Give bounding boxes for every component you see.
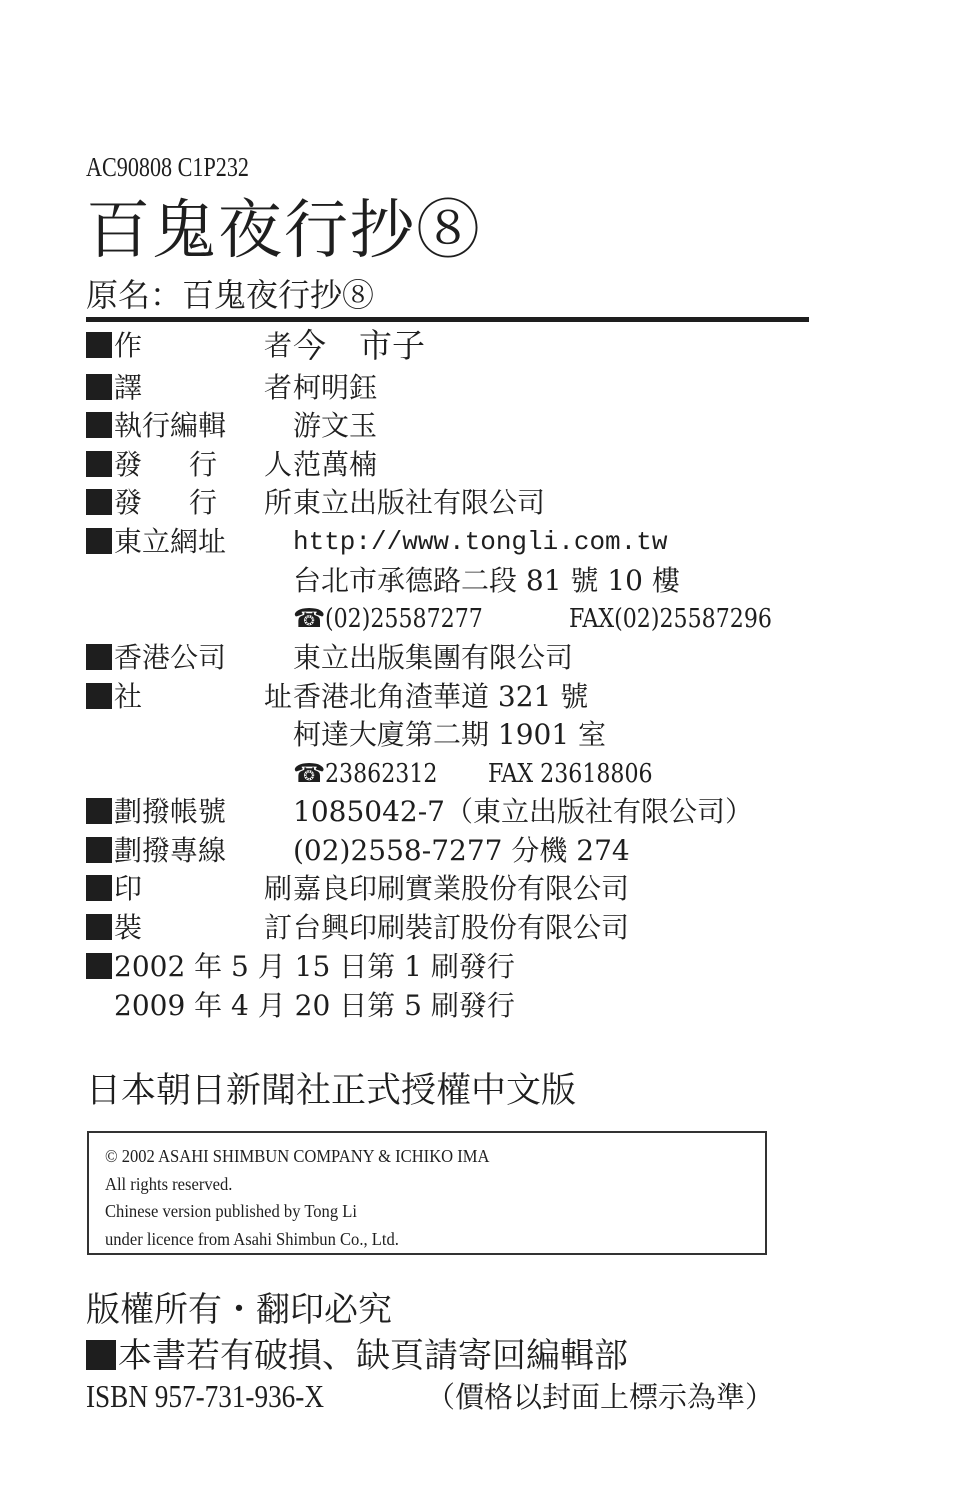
credit-row-publisher-person xyxy=(86,446,378,484)
credit-value: 台北市承德路二段 81 號 10 樓 xyxy=(293,564,680,597)
copyright-line: Chinese version published by Tong Li xyxy=(105,1201,357,1221)
credit-value: 台興印刷裝訂股份有限公司 xyxy=(293,911,630,944)
book-title: 百鬼夜行抄⑧ xyxy=(86,194,482,268)
credit-value: 嘉良印刷實業股份有限公司 xyxy=(293,872,630,905)
credit-label: 劃撥專線 xyxy=(114,834,227,867)
bullet-square-icon xyxy=(86,528,112,554)
credit-label: 發 行 所 xyxy=(114,486,292,519)
bullet-square-icon xyxy=(86,683,112,709)
copyright-box xyxy=(87,1131,767,1255)
credit-value: 柯達大廈第二期 1901 室 xyxy=(293,718,607,751)
credit-row-hk-address xyxy=(86,678,589,716)
credit-label: 香港公司 xyxy=(114,641,227,674)
credit-value: 范萬楠 xyxy=(293,448,378,481)
isbn-line xyxy=(86,1375,774,1416)
isbn-number: ISBN 957-731-936-X xyxy=(86,1378,324,1414)
credit-label: 發 行 人 xyxy=(114,448,292,481)
fax-number: FAX(02)25587296 xyxy=(569,604,773,634)
bullet-square-icon xyxy=(86,332,112,358)
telephone-number: (02)25587277 xyxy=(325,604,484,634)
telephone-number: 23862312 xyxy=(325,759,438,789)
credit-label: 印 刷 xyxy=(114,872,292,905)
credit-row-postal-hotline xyxy=(86,832,630,870)
credit-label: 作 者 xyxy=(114,329,292,362)
bullet-square-icon xyxy=(86,953,112,979)
copyright-line: All rights reserved. xyxy=(105,1174,233,1194)
bullet-square-icon xyxy=(86,412,112,438)
credit-row-postal-account xyxy=(86,793,753,831)
credit-row-translator xyxy=(86,369,378,407)
credit-label: 社 址 xyxy=(114,680,292,713)
credit-value: 游文玉 xyxy=(293,409,378,442)
title-divider xyxy=(86,317,809,322)
credit-label: 執行編輯 xyxy=(114,409,227,442)
catalog-code: AC90808 C1P232 xyxy=(86,152,250,182)
credit-row-website xyxy=(86,523,668,561)
fax-number: FAX 23618806 xyxy=(487,759,653,789)
credit-label: 譯 者 xyxy=(114,371,292,404)
bullet-square-icon xyxy=(86,914,112,940)
copyright-line: © 2002 ASAHI SHIMBUN COMPANY & ICHIKO IMA xyxy=(105,1146,490,1166)
credit-label: 東立網址 xyxy=(114,525,227,558)
credit-value: 今 市子 xyxy=(293,326,425,365)
credit-label: 裝 訂 xyxy=(114,911,292,944)
credit-value xyxy=(293,755,681,793)
bullet-square-icon xyxy=(86,489,112,515)
credit-row-author xyxy=(86,326,425,365)
credit-row-printer xyxy=(86,870,630,908)
bullet-square-icon xyxy=(86,837,112,863)
original-title: 原名：百鬼夜行抄⑧ xyxy=(86,276,375,314)
credit-row-binder xyxy=(86,909,630,947)
credit-row-executive-editor xyxy=(86,407,378,445)
print-history-latest: 2009 年 4 月 20 日第 5 刷發行 xyxy=(114,989,515,1022)
credit-label: 劃撥帳號 xyxy=(114,795,227,828)
telephone-icon: ☎ xyxy=(293,604,326,634)
bullet-square-icon xyxy=(86,644,112,670)
license-statement: 日本朝日新聞社正式授權中文版 xyxy=(86,1071,577,1111)
credit-row-hk-company xyxy=(86,639,574,677)
bullet-square-icon xyxy=(86,1340,116,1370)
rights-notice: 版權所有・翻印必究 xyxy=(86,1290,392,1330)
bullet-square-icon xyxy=(86,374,112,400)
price-note: （價格以封面上標示為準） xyxy=(426,1380,775,1414)
credit-value xyxy=(293,600,808,638)
credit-row-publisher-company xyxy=(86,484,546,522)
bullet-square-icon xyxy=(86,875,112,901)
telephone-icon: ☎ xyxy=(293,759,326,789)
credit-value: 東立出版集團有限公司 xyxy=(293,641,574,674)
credit-value: (02)2558-7277 分機 274 xyxy=(293,834,630,867)
bullet-square-icon xyxy=(86,798,112,824)
credit-value: 柯明鈺 xyxy=(293,371,378,404)
damage-notice: 本書若有破損、缺頁請寄回編輯部 xyxy=(86,1328,628,1377)
credit-value: 東立出版社有限公司 xyxy=(293,486,546,519)
bullet-square-icon xyxy=(86,451,112,477)
credit-value: 1085042-7（東立出版社有限公司） xyxy=(293,795,753,828)
credit-value: 香港北角渣華道 321 號 xyxy=(293,680,589,713)
website-url[interactable]: http://www.tongli.com.tw xyxy=(293,527,668,557)
print-history-first: 2002 年 5 月 15 日第 1 刷發行 xyxy=(86,948,515,986)
copyright-line: under licence from Asahi Shimbun Co., Ltd. xyxy=(105,1229,399,1249)
